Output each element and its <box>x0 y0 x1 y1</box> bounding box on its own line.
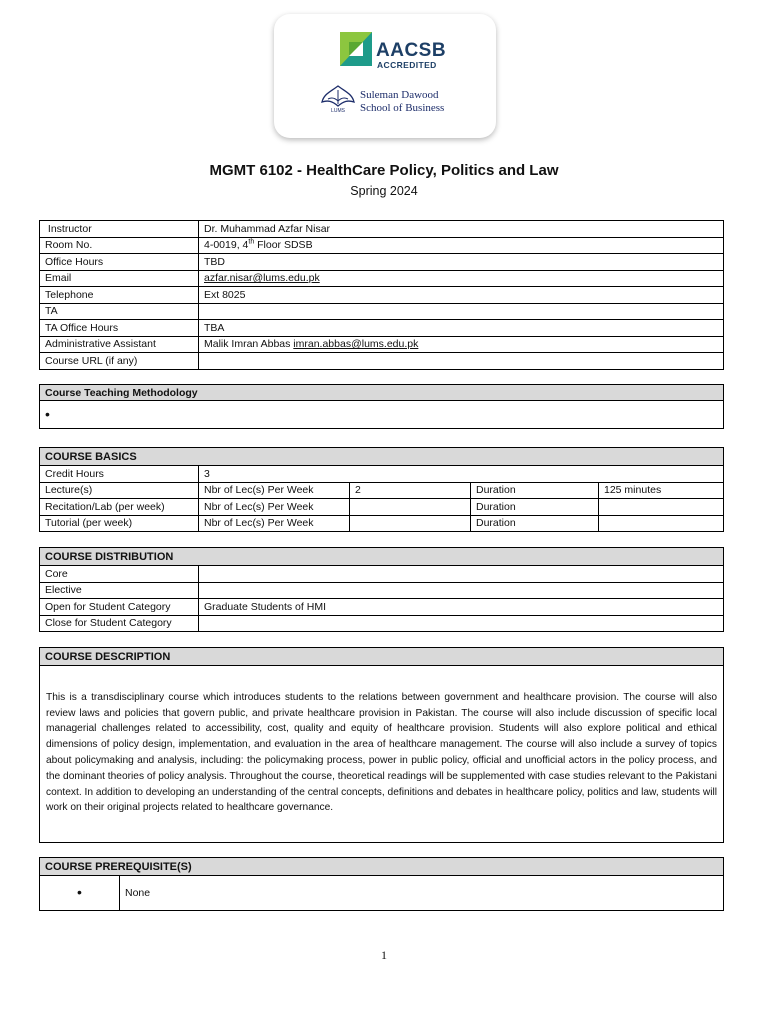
recitation-duration-label: Duration <box>471 499 599 516</box>
url-label: Course URL (if any) <box>40 353 199 370</box>
course-basics-table <box>39 447 724 532</box>
table-row <box>40 876 724 911</box>
telephone-label: Telephone <box>40 287 199 304</box>
email-label: Email <box>40 270 199 287</box>
school-line2: School of Business <box>360 102 445 114</box>
tutorial-duration-label: Duration <box>471 515 599 532</box>
table-row <box>40 287 724 304</box>
table-row <box>40 237 724 254</box>
school-name <box>360 89 444 115</box>
prerequisite-bullet-cell <box>40 876 120 911</box>
crest-text: LUMS <box>331 108 345 114</box>
email-cell <box>199 270 724 287</box>
bullet-icon: • <box>77 884 82 900</box>
table-row <box>40 566 724 583</box>
aacsb-name: AACSB <box>376 40 447 61</box>
lecture-nbr-value: 2 <box>350 482 471 499</box>
tutorial-label: Tutorial (per week) <box>40 515 199 532</box>
table-row <box>40 548 724 566</box>
school-line1: Suleman Dawood <box>360 89 439 101</box>
instructor-info-table <box>39 220 724 370</box>
logo-card <box>274 14 496 138</box>
table-row <box>40 448 724 466</box>
prerequisite-value: None <box>120 876 724 911</box>
document-term: Spring 2024 <box>350 184 418 198</box>
credit-hours-label: Credit Hours <box>40 466 199 483</box>
close-category-label: Close for Student Category <box>40 615 199 632</box>
methodology-heading: Course Teaching Methodology <box>40 385 724 401</box>
bullet-icon: • <box>45 405 50 422</box>
admin-cell <box>199 336 724 353</box>
recitation-nbr-value <box>350 499 471 516</box>
ta-office-hours-label: TA Office Hours <box>40 320 199 337</box>
course-description-text: This is a transdisciplinary course which introduces students to the relations between government and healthcare provision. The course will also review laws and policies that govern public, and private healthcare provision in Pakistan. The course will also include discussion of specific local managerial challenges related to accessibility, cost, quality and equity of healthcare provision. Students will also explore political and ethical dimensions of policy design, implementation, and evaluation in the area of healthcare management. The course will also include a survey of topics about policymaking and analysis, including: the policymaking process, power in public policy, official and unofficial actors in the policy process, and the dominant theories of policy analysis. Throughout the course, theoretical readings will be supplemented with case studies relevant to the Pakistani context. In addition to developing an understanding of the central concepts, definitions and debates in healthcare policy, politics and law, students will work on their original projects related to healthcare governance. <box>40 666 724 843</box>
admin-label: Administrative Assistant <box>40 336 199 353</box>
table-row <box>40 385 724 401</box>
tutorial-nbr-value <box>350 515 471 532</box>
prerequisites-table <box>39 857 724 911</box>
lecture-nbr-label: Nbr of Lec(s) Per Week <box>199 482 350 499</box>
course-distribution-table <box>39 547 724 632</box>
tutorial-duration-value <box>599 515 724 532</box>
table-row <box>40 254 724 271</box>
table-row <box>40 499 724 516</box>
table-row <box>40 270 724 287</box>
ta-label: TA <box>40 303 199 320</box>
recitation-label: Recitation/Lab (per week) <box>40 499 199 516</box>
ta-value <box>199 303 724 320</box>
table-row <box>40 582 724 599</box>
admin-email-link[interactable]: imran.abbas@lums.edu.pk <box>293 338 419 351</box>
instructor-value: Dr. Muhammad Azfar Nisar <box>199 221 724 238</box>
lums-crest-icon <box>320 84 356 114</box>
table-row <box>40 320 724 337</box>
open-category-label: Open for Student Category <box>40 599 199 616</box>
prerequisites-heading: COURSE PREREQUISITE(S) <box>40 858 724 876</box>
telephone-value: Ext 8025 <box>199 287 724 304</box>
recitation-duration-value <box>599 499 724 516</box>
url-value <box>199 353 724 370</box>
core-value <box>199 566 724 583</box>
course-distribution-heading: COURSE DISTRIBUTION <box>40 548 724 566</box>
lecture-duration-value: 125 minutes <box>599 482 724 499</box>
aacsb-mark-icon <box>340 32 372 66</box>
credit-hours-value: 3 <box>199 466 724 483</box>
methodology-body <box>40 401 724 429</box>
document-title: MGMT 6102 - HealthCare Policy, Politics and Law <box>209 162 559 179</box>
table-row <box>40 336 724 353</box>
course-basics-heading: COURSE BASICS <box>40 448 724 466</box>
elective-value <box>199 582 724 599</box>
table-row <box>40 858 724 876</box>
table-row <box>40 648 724 666</box>
aacsb-accredited: ACCREDITED <box>377 60 437 70</box>
table-row <box>40 303 724 320</box>
email-link[interactable]: azfar.nisar@lums.edu.pk <box>204 272 320 285</box>
table-row <box>40 666 724 843</box>
room-label: Room No. <box>40 237 199 254</box>
recitation-nbr-label: Nbr of Lec(s) Per Week <box>199 499 350 516</box>
table-row <box>40 515 724 532</box>
office-hours-label: Office Hours <box>40 254 199 271</box>
table-row <box>40 466 724 483</box>
table-row <box>40 482 724 499</box>
close-category-value <box>199 615 724 632</box>
table-row <box>40 221 724 238</box>
lecture-duration-label: Duration <box>471 482 599 499</box>
page-number: 1 <box>381 948 387 962</box>
core-label: Core <box>40 566 199 583</box>
elective-label: Elective <box>40 582 199 599</box>
course-description-heading: COURSE DESCRIPTION <box>40 648 724 666</box>
lecture-label: Lecture(s) <box>40 482 199 499</box>
table-row <box>40 599 724 616</box>
instructor-label: Instructor <box>40 221 199 238</box>
open-category-value: Graduate Students of HMI <box>199 599 724 616</box>
course-description-table <box>39 647 724 843</box>
admin-name: Malik Imran Abbas <box>204 338 291 351</box>
methodology-table <box>39 384 724 429</box>
tutorial-nbr-label: Nbr of Lec(s) Per Week <box>199 515 350 532</box>
table-row <box>40 615 724 632</box>
room-value: 4-0019, 4th Floor SDSB <box>199 237 724 254</box>
table-row <box>40 401 724 429</box>
ta-office-hours-value: TBA <box>199 320 724 337</box>
office-hours-value: TBD <box>199 254 724 271</box>
table-row <box>40 353 724 370</box>
